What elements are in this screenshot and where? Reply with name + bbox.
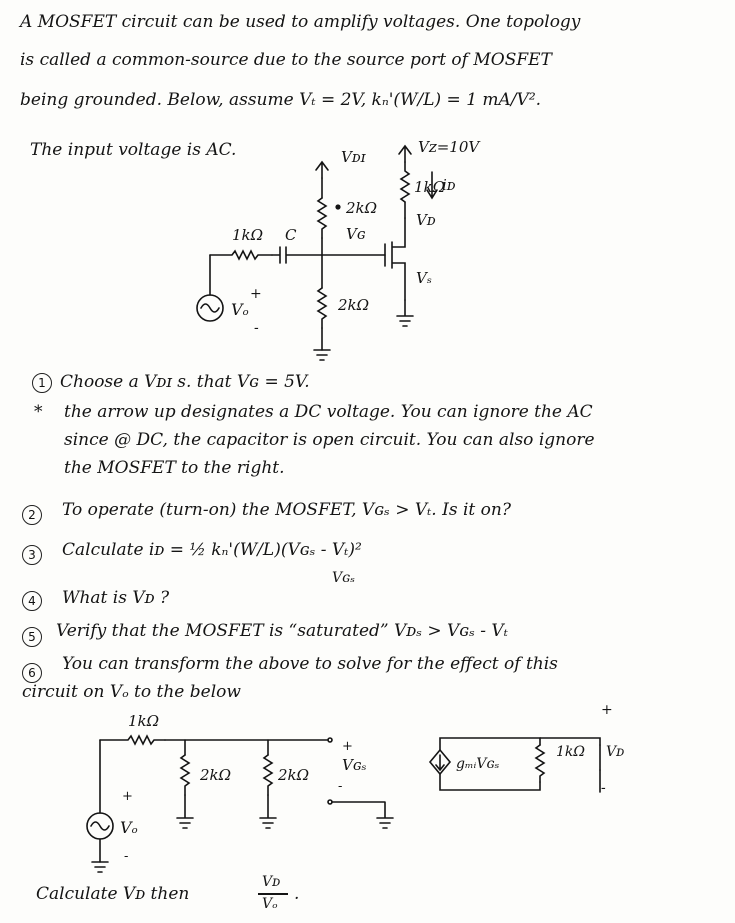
source-2-plus: + xyxy=(122,789,133,804)
source-2-minus: - xyxy=(124,849,129,864)
vs-label: Vₛ xyxy=(416,269,432,287)
source-label: Vₒ xyxy=(231,300,249,319)
mosfet-icon xyxy=(385,218,405,300)
r-load-label: 1kΩ xyxy=(556,744,585,760)
id-label: iᴅ xyxy=(442,176,456,194)
common-source-circuit xyxy=(0,140,735,365)
vg-label: Vɢ xyxy=(346,225,366,243)
bias-resistor-bottom-icon xyxy=(318,288,326,328)
vgs-label: Vɢₛ xyxy=(342,756,367,774)
final-fraction-bar xyxy=(258,893,288,895)
load-resistor-icon xyxy=(536,745,544,782)
input-resistor-icon xyxy=(210,251,272,259)
dep-source-label: gₘᵢVɢₛ xyxy=(456,756,500,772)
vgs-minus: - xyxy=(338,779,343,794)
step-3-number: 3 xyxy=(22,545,42,565)
r-in-2-label: 1kΩ xyxy=(128,712,160,730)
drain-resistor-icon xyxy=(401,162,409,202)
final-dot: . xyxy=(294,884,300,904)
r1-label: 2kΩ xyxy=(200,766,232,784)
r2-label: 2kΩ xyxy=(278,766,310,784)
cap-label: C xyxy=(285,226,297,244)
final-text: Calculate Vᴅ then xyxy=(36,884,190,904)
final-fraction-numerator: Vᴅ xyxy=(262,874,281,890)
vd-2-label: Vᴅ xyxy=(606,744,625,760)
bias-resistor-top-icon xyxy=(318,198,326,238)
step-1-number: 1 xyxy=(32,373,52,393)
step-2-text: To operate (turn-on) the MOSFET, Vɢₛ > Vₜ. Is it on? xyxy=(62,500,511,520)
step-2-number: 2 xyxy=(22,505,42,525)
step-3-vgs-note: Vɢₛ xyxy=(332,570,355,586)
step-6-number: 6 xyxy=(22,663,42,683)
intro-line-1: A MOSFET circuit can be used to amplify voltages. One topology xyxy=(20,12,581,32)
out-minus: - xyxy=(601,780,606,796)
vgs-plus: + xyxy=(342,739,353,754)
capacitor-icon xyxy=(272,247,322,263)
r-bottom-label: 2kΩ xyxy=(338,296,370,314)
source-2-label: Vₒ xyxy=(120,818,138,837)
final-fraction-denominator: Vₒ xyxy=(262,896,278,912)
vdi-label: Vᴅɪ xyxy=(341,148,366,166)
shunt-resistor-2-icon xyxy=(264,755,272,795)
vz-label: Vᴢ=10V xyxy=(418,140,480,156)
source-plus: + xyxy=(250,286,262,302)
note-line-1: the arrow up designates a DC voltage. You can ignore the AC xyxy=(64,402,593,422)
source-minus: - xyxy=(254,320,259,336)
step-5-text: Verify that the MOSFET is “saturated” Vᴅₛ > Vɢₛ - Vₜ xyxy=(56,621,508,641)
step-4-number: 4 xyxy=(22,591,42,611)
intro-line-2: is called a common-source due to the source port of MOSFET xyxy=(20,50,552,70)
r-input-label: 1kΩ xyxy=(232,226,264,244)
note-line-2: since @ DC, the capacitor is open circuit. You can also ignore xyxy=(64,430,595,450)
vd-label: Vᴅ xyxy=(416,211,436,229)
step-1-text: Choose a Vᴅɪ s. that Vɢ = 5V. xyxy=(60,372,310,392)
r-top-label: 2kΩ xyxy=(346,199,378,217)
step-4-text: What is Vᴅ ? xyxy=(62,588,170,608)
step-5-number: 5 xyxy=(22,627,42,647)
shunt-resistor-1-icon xyxy=(181,755,189,795)
note-star: * xyxy=(34,402,43,422)
step-6-continuation: circuit on Vₒ to the below xyxy=(22,682,241,702)
out-plus: + xyxy=(601,702,613,718)
input-resistor-2-icon xyxy=(100,736,165,744)
intro-line-3: being grounded. Below, assume Vₜ = 2V, kₙ'(W/L) = 1 mA/V². xyxy=(20,90,542,110)
step-6-text: You can transform the above to solve for the effect of this xyxy=(62,654,558,674)
r-drain-label: 1kΩ xyxy=(414,178,446,196)
intro-line-4: The input voltage is AC. xyxy=(30,140,237,160)
step-3-text: Calculate iᴅ = ½ kₙ'(W/L)(Vɢₛ - Vₜ)² xyxy=(62,540,362,560)
small-signal-circuit xyxy=(0,700,735,880)
note-line-3: the MOSFET to the right. xyxy=(64,458,285,478)
